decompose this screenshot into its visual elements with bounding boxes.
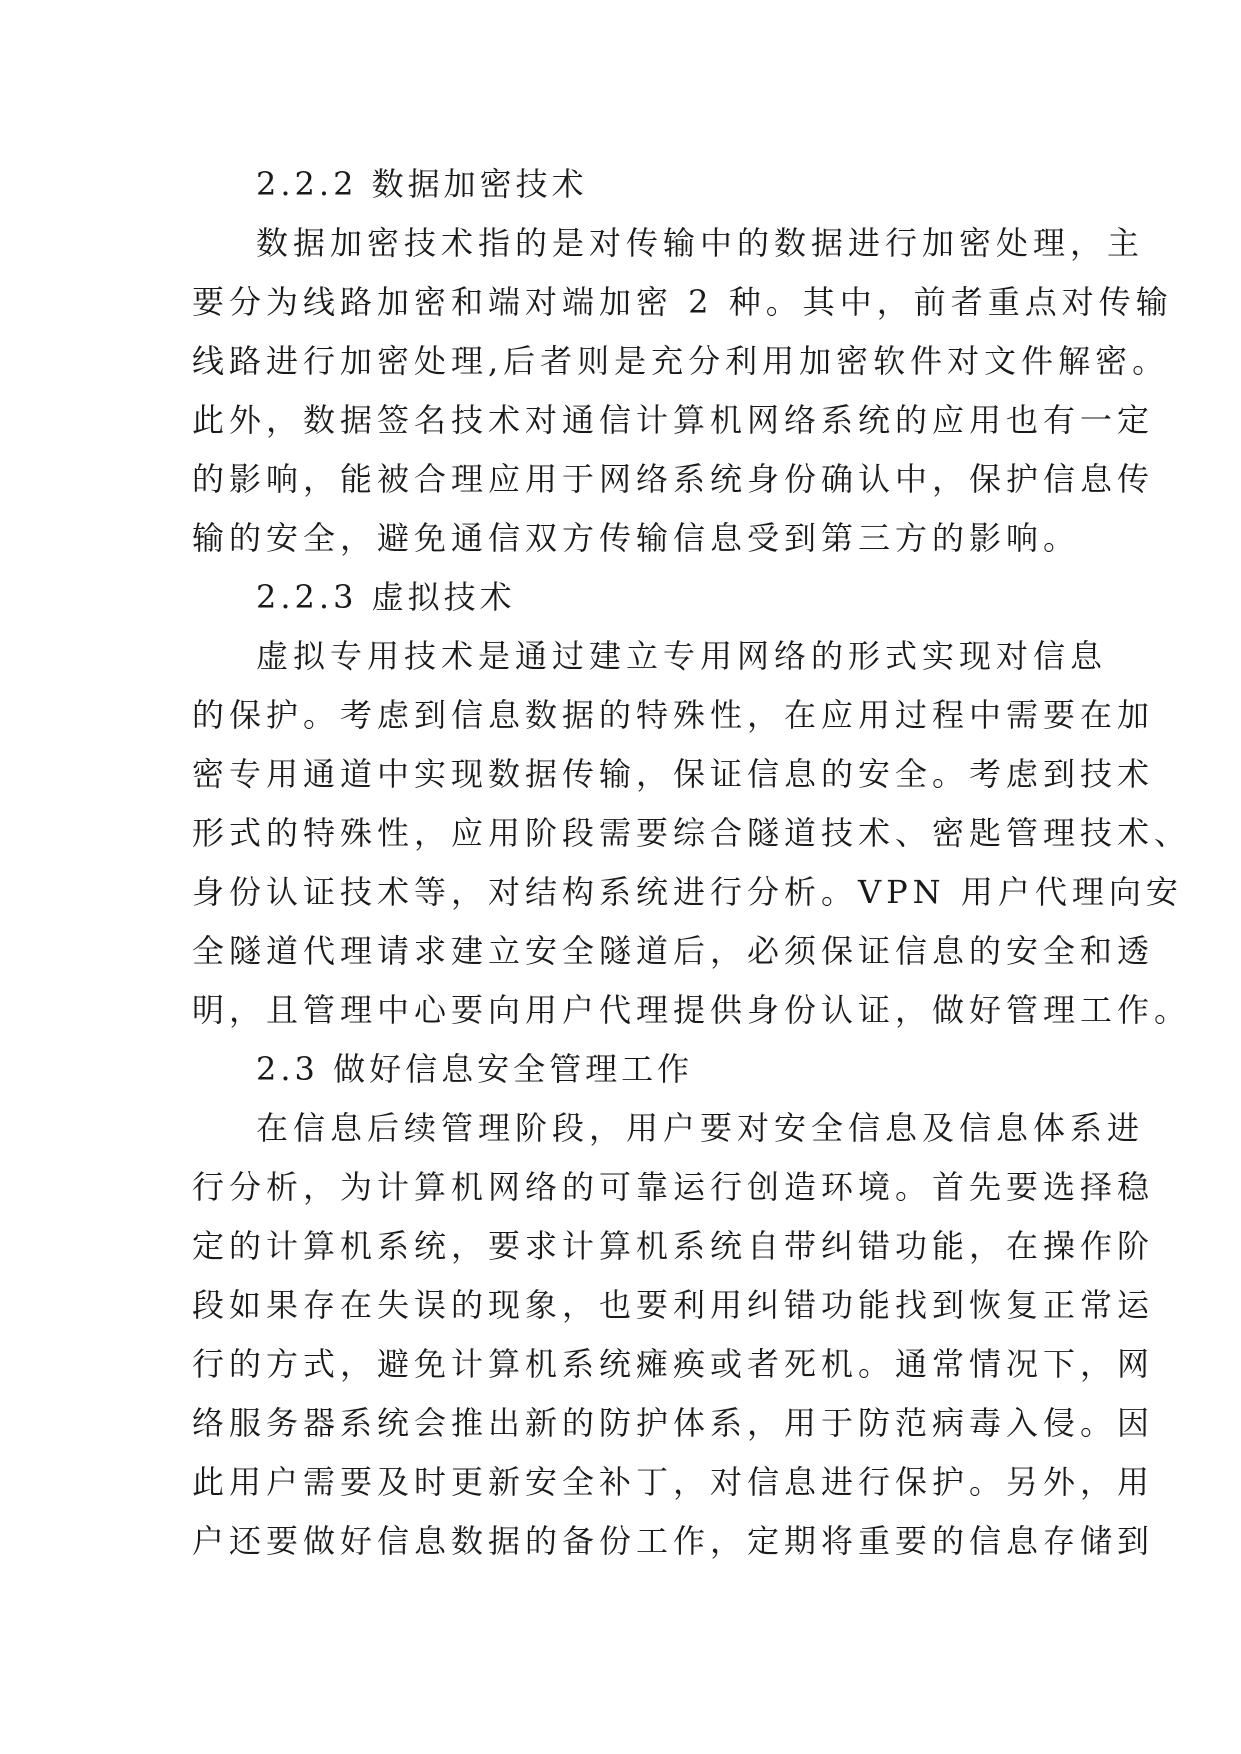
paragraph-line: 在信息后续管理阶段，用户要对安全信息及信息体系进 xyxy=(256,1109,1145,1147)
paragraph-line: 明，且管理中心要向用户代理提供身份认证，做好管理工作。 xyxy=(192,991,1192,1029)
paragraph-line: 要分为线路加密和端对端加密 2 种。其中，前者重点对传输 xyxy=(192,283,1173,321)
document-body xyxy=(192,155,1192,1571)
paragraph-line: 段如果存在失误的现象，也要利用纠错功能找到恢复正常运 xyxy=(192,1286,1155,1324)
paragraph-line: 虚拟专用技术是通过建立专用网络的形式实现对信息 xyxy=(256,637,1108,675)
paragraph-line: 此外，数据签名技术对通信计算机网络系统的应用也有一定 xyxy=(192,401,1155,439)
paragraph-line: 密专用通道中实现数据传输，保证信息的安全。考虑到技术 xyxy=(192,755,1155,793)
paragraph-line: 身份认证技术等，对结构系统进行分析。VPN 用户代理向安 xyxy=(192,873,1183,911)
paragraph-line: 输的安全，避免通信双方传输信息受到第三方的影响。 xyxy=(192,519,1081,557)
paragraph-line: 的保护。考虑到信息数据的特殊性，在应用过程中需要在加 xyxy=(192,696,1155,734)
paragraph-line: 数据加密技术指的是对传输中的数据进行加密处理，主 xyxy=(256,224,1145,262)
paragraph-line: 行分析，为计算机网络的可靠运行创造环境。首先要选择稳 xyxy=(192,1168,1155,1206)
section-heading-2-3: 2.3 做好信息安全管理工作 xyxy=(256,1050,694,1088)
section-heading-2-2-3: 2.2.3 虚拟技术 xyxy=(256,578,516,616)
paragraph-line: 户还要做好信息数据的备份工作，定期将重要的信息存储到 xyxy=(192,1522,1155,1560)
paragraph-line: 的影响，能被合理应用于网络系统身份确认中，保护信息传 xyxy=(192,460,1155,498)
paragraph-line: 此用户需要及时更新安全补丁，对信息进行保护。另外，用 xyxy=(192,1463,1155,1501)
paragraph-line: 形式的特殊性，应用阶段需要综合隧道技术、密匙管理技术、 xyxy=(192,814,1192,852)
paragraph-line: 定的计算机系统，要求计算机系统自带纠错功能，在操作阶 xyxy=(192,1227,1155,1265)
paragraph-line: 全隧道代理请求建立安全隧道后，必须保证信息的安全和透 xyxy=(192,932,1155,970)
section-heading-2-2-2: 2.2.2 数据加密技术 xyxy=(256,165,588,203)
paragraph-line: 络服务器系统会推出新的防护体系，用于防范病毒入侵。因 xyxy=(192,1404,1155,1442)
paragraph-line: 行的方式，避免计算机系统瘫痪或者死机。通常情况下，网 xyxy=(192,1345,1155,1383)
paragraph-line: 线路进行加密处理,后者则是充分利用加密软件对文件解密。 xyxy=(192,342,1170,380)
